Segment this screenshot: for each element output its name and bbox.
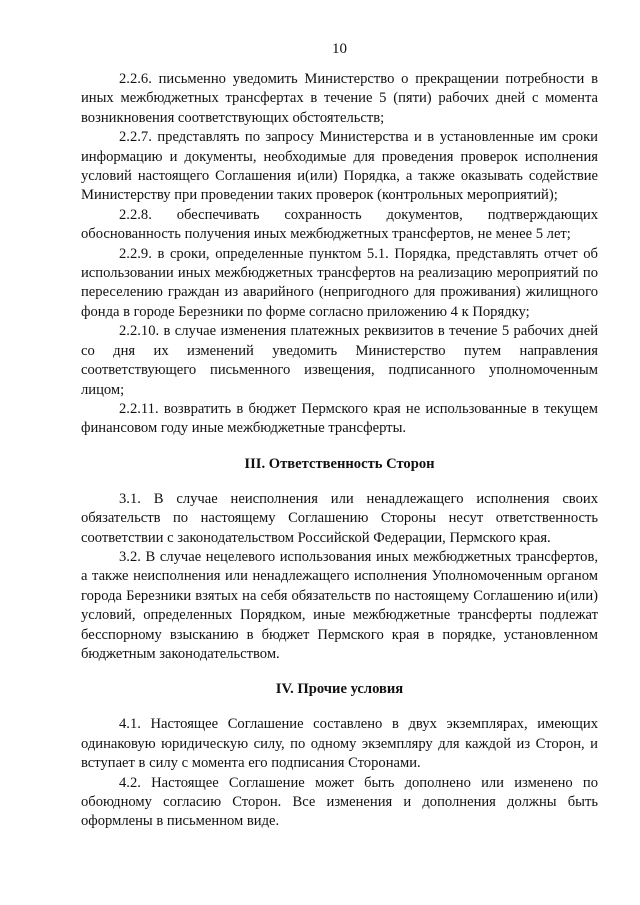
clause-3-2: 3.2. В случае нецелевого использования иных межбюджетных трансфертов, а также неисполнения или ненадлежащего исполнения Уполномоченным органом города Березники взятых на себя обязательств по настоящему Соглашению и(или) условий, определенных Порядком, иные межбюджетные трансферты подлежат бесспорному взысканию в бюджет Пермского края в порядке, установленном бюджетным законодательством. bbox=[81, 548, 598, 662]
clause-2-2-6: 2.2.6. письменно уведомить Министерство о прекращении потребности в иных межбюджетных трансфертах в течение 5 (пяти) рабочих дней с момента возникновения соответствующих обстоятельств; bbox=[81, 71, 598, 126]
clause-2-2-7: 2.2.7. представлять по запросу Министерства и в установленные им сроки информацию и документы, необходимые для проведения проверок исполнения условий настоящего Соглашения и(или) Порядка, а также оказывать содействие Министерству при проведении таких проверок (контрольных мероприятий); bbox=[81, 129, 598, 204]
clause-3-1: 3.1. В случае неисполнения или ненадлежащего исполнения своих обязательств по настоящему Соглашению Стороны несут ответственность соответствии с законодательством Российской Федерации, Пермского края. bbox=[81, 490, 598, 546]
section-3-heading: III. Ответственность Сторон bbox=[244, 455, 435, 472]
clause-2-2-8: 2.2.8. обеспечивать сохранность документов, подтверждающих обоснованность получения иных межбюджетных трансфертов, не менее 5 лет; bbox=[81, 206, 598, 243]
clause-2-2-11: 2.2.11. возвратить в бюджет Пермского края не использованные в текущем финансовом году иные межбюджетные трансферты. bbox=[81, 400, 598, 437]
clause-4-2: 4.2. Настоящее Соглашение может быть дополнено или изменено по обоюдному согласию Сторон. Все изменения и дополнения должны быть оформлены в письменном виде. bbox=[81, 774, 598, 830]
clause-4-1: 4.1. Настоящее Соглашение составлено в двух экземплярах, имеющих одинаковую юридическую силу, по одному экземпляру для каждой из Сторон, и вступает в силу с момента его подписания Сторонами. bbox=[81, 716, 598, 772]
clause-2-2-10: 2.2.10. в случае изменения платежных реквизитов в течение 5 рабочих дней со дня их изменений уведомить Министерство путем направления соответствующего письменного извещения, подписанного уполномоченным лицом; bbox=[81, 323, 598, 398]
section-4-heading: IV. Прочие условия bbox=[275, 681, 404, 698]
clause-2-2-9: 2.2.9. в сроки, определенные пунктом 5.1. Порядка, представлять отчет об использовании иных межбюджетных трансфертов на реализацию мероприятий по переселению граждан из аварийного (непригодного для проживания) жилищного фонда в городе Березники по форме согласно приложению 4 к Порядку; bbox=[81, 245, 598, 320]
page-number: 10 bbox=[332, 41, 347, 57]
